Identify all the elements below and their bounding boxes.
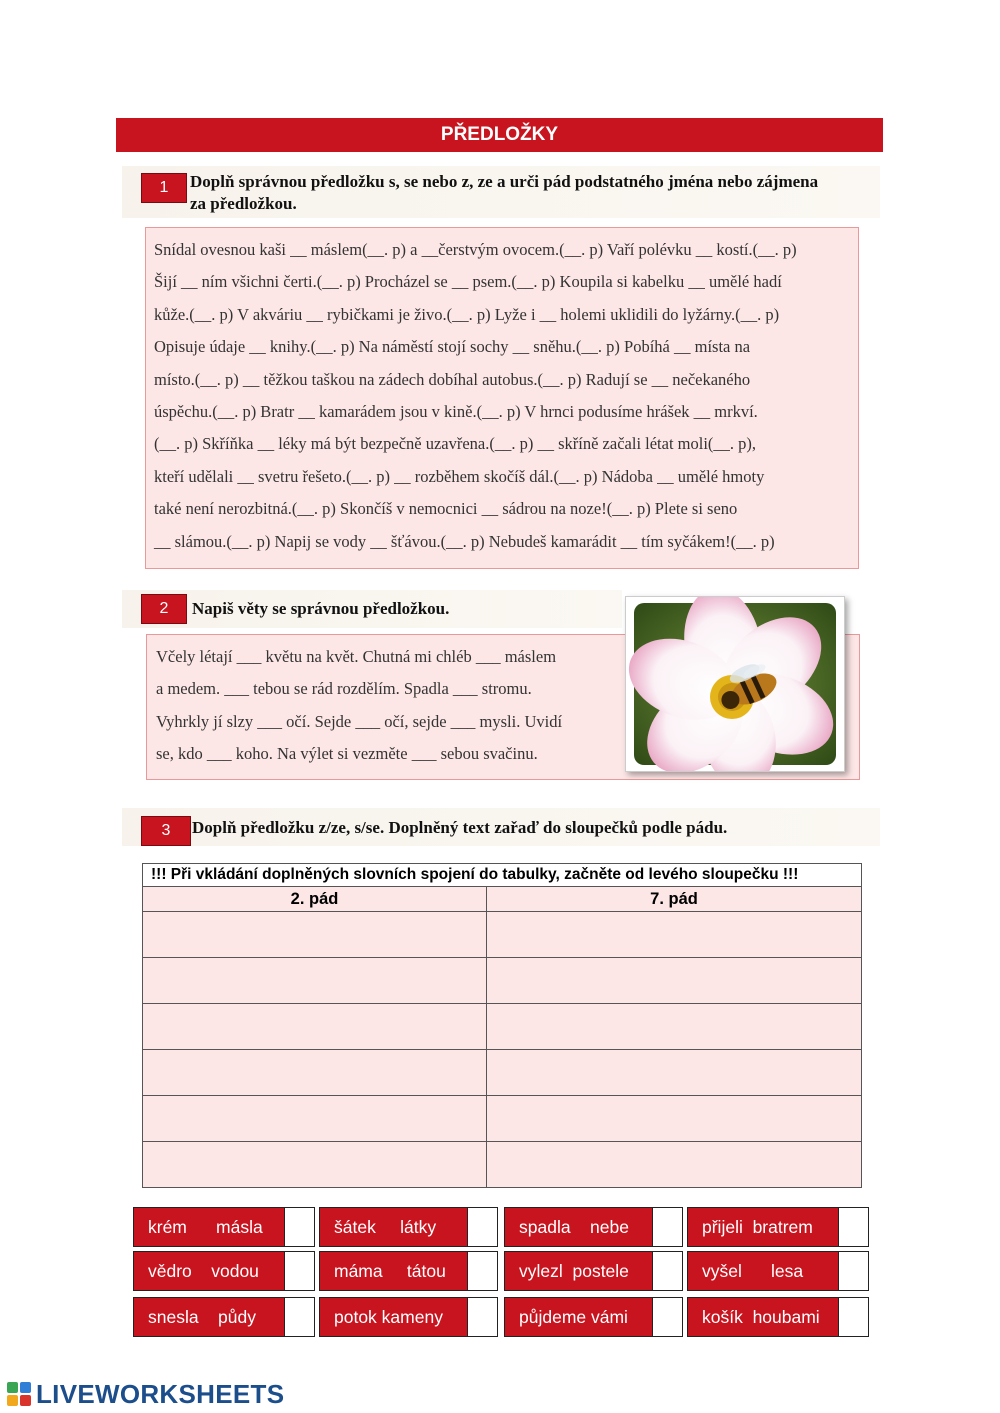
answer-chip[interactable] [133, 1297, 315, 1337]
preposition-input[interactable] [838, 1208, 868, 1246]
chip-label: spadla nebe [519, 1217, 629, 1237]
exercise-line: kůže.(__. p) V akváriu __ rybičkami je živo.(__. p) Lyže i __ holemi uklidili do lyžárny.(__. p) [154, 304, 780, 324]
section2-exercise-text [156, 641, 616, 771]
section3-number: 3 [141, 816, 191, 846]
preposition-input[interactable] [284, 1252, 314, 1290]
exercise-line: Vyhrkly jí slzy ___ očí. Sejde ___ očí, sejde ___ mysli. Uvidí [156, 711, 563, 731]
preposition-input[interactable] [652, 1208, 682, 1246]
preposition-input[interactable] [284, 1208, 314, 1246]
exercise-line: Šijí __ ním všichni čerti.(__. p) Procházel se __ psem.(__. p) Koupila si kabelku __ umělé hadí [154, 272, 782, 292]
column-header-instrumental: 7. pád [487, 887, 862, 912]
chip-label: potok kameny [334, 1307, 443, 1327]
section2-instruction: Napiš věty se správnou předložkou. [192, 599, 450, 618]
answer-chip[interactable] [687, 1297, 869, 1337]
drop-cell-instrumental[interactable] [487, 958, 862, 1004]
drop-cell-instrumental[interactable] [487, 1050, 862, 1096]
exercise-line: úspěchu.(__. p) Bratr __ kamarádem jsou v kině.(__. p) V hrnci podusíme hrášek __ mrkví. [154, 402, 758, 422]
exercise-line: Snídal ovesnou kaši __ máslem(__. p) a __čerstvým ovocem.(__. p) Vaří polévku __ kostí.(__. p) [154, 240, 797, 259]
drop-cell-instrumental[interactable] [487, 1004, 862, 1050]
exercise-line: místo.(__. p) __ těžkou taškou na zádech dobíhal autobus.(__. p) Radují se __ nečekaného [154, 369, 751, 389]
exercise-line: (__. p) Skříňka __ léky má být bezpečně uzavřena.(__. p) __ skříně začali létat moli(__. p), [154, 434, 757, 454]
drop-cell-genitive[interactable] [143, 1142, 487, 1188]
bee-flower-photo [625, 596, 845, 772]
table-note: !!! Při vkládání doplněných slovních spojení do tabulky, začněte od levého sloupečku !!! [143, 864, 862, 887]
chip-label: půjdeme vámi [519, 1307, 628, 1327]
drop-cell-instrumental[interactable] [487, 1142, 862, 1188]
chip-label: krém másla [148, 1217, 263, 1237]
drop-cell-instrumental[interactable] [487, 912, 862, 958]
answer-chip[interactable] [319, 1207, 498, 1247]
exercise-line: kteří udělali __ svetru řešeto.(__. p) __ rozběhem skočíš dál.(__. p) Nádoba __ umělé hmoty [154, 466, 765, 486]
logo-blocks-icon [6, 1381, 32, 1407]
chip-label: snesla půdy [148, 1307, 256, 1327]
chip-label: šátek látky [334, 1217, 437, 1237]
drop-cell-genitive[interactable] [143, 1004, 487, 1050]
preposition-input[interactable] [467, 1298, 497, 1336]
exercise-line: také není nerozbitná.(__. p) Skončíš v nemocnici __ sádrou na noze!(__. p) Plete si seno [154, 499, 738, 519]
liveworksheets-logo [6, 1379, 284, 1409]
drop-cell-genitive[interactable] [143, 1096, 487, 1142]
chip-label: košík houbami [702, 1307, 820, 1327]
drop-cell-genitive[interactable] [143, 1050, 487, 1096]
exercise-line: a medem. ___ tebou se rád rozdělím. Spadla ___ stromu. [156, 679, 532, 699]
section2-number: 2 [141, 594, 187, 624]
section1-instruction-line1: Doplň správnou předložku s, se nebo z, ze a urči pád podstatného jména nebo zájmena [190, 172, 819, 191]
chip-label: vědro vodou [148, 1261, 259, 1281]
chip-label: máma tátou [334, 1261, 446, 1281]
logo-text: LIVEWORKSHEETS [36, 1378, 285, 1409]
section3-instruction: Doplň předložku z/ze, s/se. Doplněný text zařaď do sloupečků podle pádu. [192, 818, 728, 837]
drop-cell-instrumental[interactable] [487, 1096, 862, 1142]
section1-instruction [190, 171, 870, 215]
case-sort-table [142, 863, 862, 1188]
preposition-input[interactable] [838, 1252, 868, 1290]
answer-chip[interactable] [504, 1251, 683, 1291]
preposition-input[interactable] [467, 1208, 497, 1246]
preposition-input[interactable] [284, 1298, 314, 1336]
drop-cell-genitive[interactable] [143, 958, 487, 1004]
drop-cell-genitive[interactable] [143, 912, 487, 958]
preposition-input[interactable] [652, 1298, 682, 1336]
bee-flower-illustration [626, 597, 844, 771]
answer-chip[interactable] [133, 1251, 315, 1291]
section1-instruction-line2: za předložkou. [190, 194, 297, 213]
preposition-input[interactable] [838, 1298, 868, 1336]
column-header-genitive: 2. pád [143, 887, 487, 912]
answer-chip[interactable] [687, 1251, 869, 1291]
chip-label: přijeli bratrem [702, 1217, 813, 1237]
answer-chip[interactable] [133, 1207, 315, 1247]
exercise-line: Včely létají ___ květu na květ. Chutná mi chléb ___ máslem [156, 647, 557, 666]
section1-number: 1 [141, 173, 187, 203]
page-title: PŘEDLOŽKY [116, 118, 883, 152]
answer-chip[interactable] [504, 1297, 683, 1337]
exercise-line: se, kdo ___ koho. Na výlet si vezměte ___ sebou svačinu. [156, 744, 538, 764]
exercise-line: Opisuje údaje __ knihy.(__. p) Na náměstí stojí sochy __ sněhu.(__. p) Pobíhá __ místa na [154, 337, 751, 357]
chip-label: vylezl postele [519, 1261, 629, 1281]
answer-chip[interactable] [504, 1207, 683, 1247]
answer-chip[interactable] [319, 1297, 498, 1337]
preposition-input[interactable] [652, 1252, 682, 1290]
answer-chip[interactable] [687, 1207, 869, 1247]
preposition-input[interactable] [467, 1252, 497, 1290]
exercise-line: __ slámou.(__. p) Napij se vody __ šťávou.(__. p) Nebudeš kamarádit __ tím syčákem!(__. p) [154, 531, 775, 551]
chip-label: vyšel lesa [702, 1261, 804, 1281]
answer-chip[interactable] [319, 1251, 498, 1291]
section1-exercise-text [154, 234, 854, 558]
